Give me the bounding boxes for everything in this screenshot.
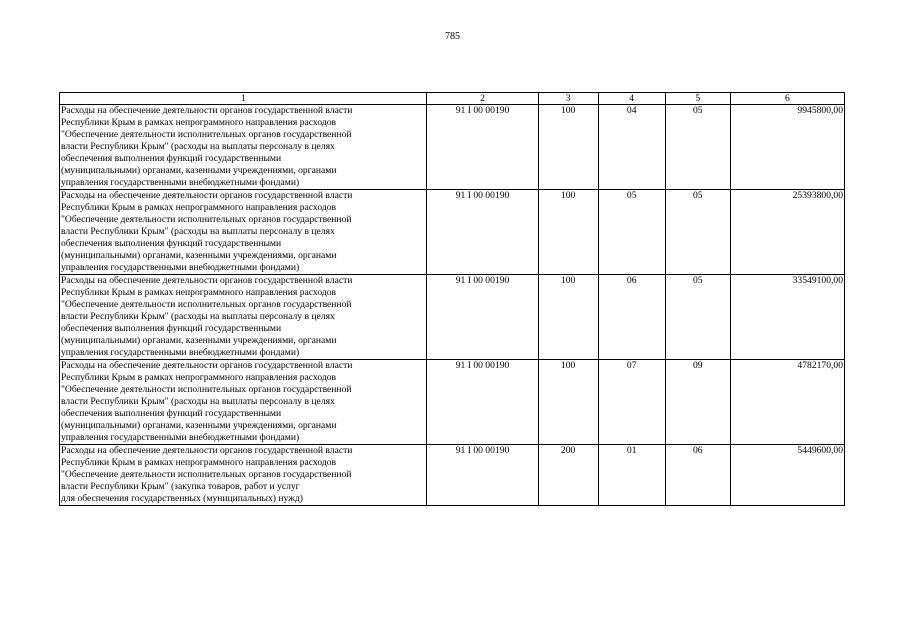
description-line: для обеспечения государственных (муниципальных) нужд) [61,493,303,504]
column-header: 5 [665,93,730,105]
description-line: "Обеспечение деятельности исполнительных органов государственной [61,469,352,480]
table-header-row [60,93,845,105]
description-line: Республики Крым в рамках непрограммного направления расходов [61,287,337,298]
section-cell: 04 [598,105,665,190]
description-line: (муниципальными) органами, казенными учреждениями, органами [61,250,337,261]
amount-cell: 9945800,00 [730,105,844,190]
table-row [60,105,845,190]
description-line: власти Республики Крым" (закупка товаров, работ и услуг [61,481,300,492]
description-line: управления государственными внебюджетными фондами) [61,262,300,273]
description-line: управления государственными внебюджетными фондами) [61,347,300,358]
row-description [60,360,427,445]
description-line: обеспечения выполнения функций государственными [61,408,282,419]
row-description [60,275,427,360]
subsection-cell: 06 [665,445,730,506]
subsection-cell: 09 [665,360,730,445]
description-line: Расходы на обеспечение деятельности органов государственной власти [61,275,353,286]
table-row [60,360,845,445]
expense-type-cell: 100 [538,275,598,360]
description-line: Расходы на обеспечение деятельности органов государственной власти [61,190,353,201]
section-cell: 07 [598,360,665,445]
page-number: 785 [445,31,460,42]
description-line: "Обеспечение деятельности исполнительных органов государственной [61,384,352,395]
description-line: управления государственными внебюджетными фондами) [61,177,300,188]
table-row [60,190,845,275]
description-line: Республики Крым в рамках непрограммного направления расходов [61,372,337,383]
description-line: "Обеспечение деятельности исполнительных органов государственной [61,299,352,310]
section-cell: 06 [598,275,665,360]
expense-type-cell: 100 [538,105,598,190]
column-header: 6 [730,93,844,105]
column-header: 1 [60,93,427,105]
description-line: "Обеспечение деятельности исполнительных органов государственной [61,214,352,225]
target-code-cell: 91 I 00 00190 [427,445,538,506]
expense-type-cell: 200 [538,445,598,506]
column-header: 4 [598,93,665,105]
description-line: власти Республики Крым" (расходы на выплаты персоналу в целях [61,311,335,322]
description-line: Республики Крым в рамках непрограммного направления расходов [61,457,337,468]
description-line: "Обеспечение деятельности исполнительных органов государственной [61,129,352,140]
column-header: 2 [427,93,538,105]
target-code-cell: 91 I 00 00190 [427,275,538,360]
description-line: (муниципальными) органами, казенными учреждениями, органами [61,165,337,176]
description-line: обеспечения выполнения функций государственными [61,153,282,164]
description-line: власти Республики Крым" (расходы на выплаты персоналу в целях [61,396,335,407]
subsection-cell: 05 [665,190,730,275]
table-row [60,275,845,360]
table-body [60,105,845,506]
description-line: Расходы на обеспечение деятельности органов государственной власти [61,445,353,456]
expense-type-cell: 100 [538,190,598,275]
description-line: Расходы на обеспечение деятельности органов государственной власти [61,105,353,116]
description-line: (муниципальными) органами, казенными учреждениями, органами [61,420,337,431]
target-code-cell: 91 I 00 00190 [427,105,538,190]
section-cell: 05 [598,190,665,275]
target-code-cell: 91 I 00 00190 [427,190,538,275]
description-line: власти Республики Крым" (расходы на выплаты персоналу в целях [61,226,335,237]
budget-table [59,92,845,506]
row-description [60,445,427,506]
description-line: (муниципальными) органами, казенными учреждениями, органами [61,335,337,346]
description-line: Расходы на обеспечение деятельности органов государственной власти [61,360,353,371]
subsection-cell: 05 [665,275,730,360]
description-line: обеспечения выполнения функций государственными [61,238,282,249]
description-line: обеспечения выполнения функций государственными [61,323,282,334]
description-line: управления государственными внебюджетными фондами) [61,432,300,443]
table-row [60,445,845,506]
description-line: Республики Крым в рамках непрограммного направления расходов [61,117,337,128]
row-description [60,190,427,275]
expense-type-cell: 100 [538,360,598,445]
amount-cell: 4782170,00 [730,360,844,445]
amount-cell: 33549100,00 [730,275,844,360]
amount-cell: 5449600,00 [730,445,844,506]
section-cell: 01 [598,445,665,506]
description-line: власти Республики Крым" (расходы на выплаты персоналу в целях [61,141,335,152]
subsection-cell: 05 [665,105,730,190]
row-description [60,105,427,190]
description-line: Республики Крым в рамках непрограммного направления расходов [61,202,337,213]
amount-cell: 25393800,00 [730,190,844,275]
target-code-cell: 91 I 00 00190 [427,360,538,445]
column-header: 3 [538,93,598,105]
